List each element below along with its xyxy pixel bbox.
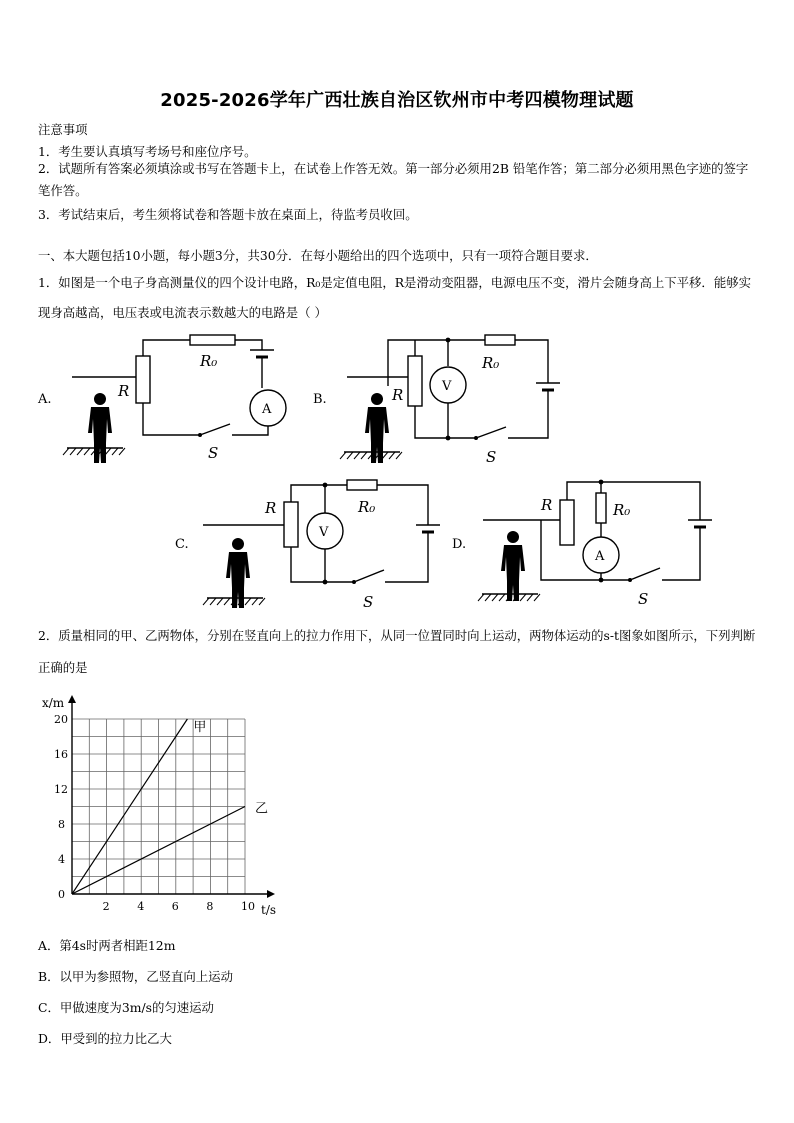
option-label-b: B. <box>313 392 327 407</box>
label-r: R <box>541 496 553 514</box>
switch <box>630 568 660 580</box>
y-tick-label: 8 <box>58 818 65 831</box>
label-r0: R₀ <box>200 352 218 370</box>
rheostat-r <box>136 356 150 403</box>
label-s: S <box>638 590 649 608</box>
series-label-1: 甲 <box>193 720 207 735</box>
option-c: C．甲做速度为3m/s的匀速运动 <box>38 1000 214 1015</box>
circuit-a <box>37 335 286 463</box>
x-tick-label: 6 <box>171 900 179 913</box>
section-intro: 一、本大题包括10小题，每小题3分，共30分．在每小题给出的四个选项中，只有一项符合题目要求． <box>38 248 598 263</box>
y-axis-label: x/m <box>42 696 65 710</box>
y-tick-label: 0 <box>58 888 65 901</box>
question-2-stem: 2．质量相同的甲、乙两物体，分别在竖直向上的拉力作用下，从同一位置同时向上运动，两物体运动的s-t图象如图所示，下列判断正确的是 <box>38 628 756 675</box>
label-r0: R₀ <box>358 498 376 516</box>
y-tick-label: 16 <box>54 748 68 761</box>
x-tick-label: 4 <box>137 900 145 913</box>
option-label-c: C. <box>175 537 189 552</box>
circuit-c <box>175 480 440 611</box>
resistor-r0 <box>347 480 377 490</box>
question-1-stem: 1．如图是一个电子身高测量仪的四个设计电路，R₀是定值电阻，R是滑动变阻器，电源电压不变，滑片会随身高上下平移．能够实现身高越高，电压表或电流表示数越大的电路是（ ） <box>38 275 751 320</box>
y-tick-label: 12 <box>54 783 68 796</box>
person-icon <box>501 531 525 601</box>
switch <box>200 424 230 435</box>
resistor-r0 <box>485 335 515 345</box>
rheostat-r <box>284 502 298 547</box>
circuit-d <box>452 480 712 608</box>
circuit-b <box>313 335 560 466</box>
meter-label: V <box>319 525 329 540</box>
chart-grid <box>72 719 245 894</box>
circuit-figures <box>0 330 794 615</box>
resistor-r0 <box>190 335 235 345</box>
rheostat-r <box>408 356 422 406</box>
y-axis-arrow <box>68 695 76 703</box>
option-b: B．以甲为参照物，乙竖直向上运动 <box>38 969 233 984</box>
resistor-r0 <box>596 493 606 523</box>
option-d: D．甲受到的拉力比乙大 <box>38 1031 172 1046</box>
label-r: R <box>265 499 277 517</box>
notice-heading: 注意事项 <box>38 122 88 137</box>
label-s: S <box>486 448 497 466</box>
y-tick-label: 4 <box>58 853 65 866</box>
st-chart <box>30 682 290 922</box>
notice-item-2: 2．试题所有答案必须填涂或书写在答题卡上，在试卷上作答无效。第一部分必须用2B 铅笔作答；第二部分必须用黑色字迹的签字笔作答。 <box>38 161 749 198</box>
x-axis-label: t/s <box>261 903 277 917</box>
chart-axes <box>68 695 275 898</box>
label-r0: R₀ <box>482 354 500 372</box>
x-tick-label: 2 <box>102 900 110 913</box>
meter-label: A <box>595 549 605 564</box>
x-axis-arrow <box>267 890 275 898</box>
label-s: S <box>208 444 219 462</box>
page-title: 2025-2026学年广西壮族自治区钦州市中考四模物理试题 <box>160 90 634 111</box>
switch <box>354 570 384 582</box>
option-label-a: A. <box>38 392 52 407</box>
option-label-d: D. <box>452 537 467 552</box>
x-tick-label: 10 <box>241 900 255 913</box>
option-a: A．第4s时两者相距12m <box>38 938 176 953</box>
label-s: S <box>363 593 374 611</box>
switch <box>476 427 506 438</box>
label-r0: R₀ <box>613 501 631 519</box>
notice-item-3: 3．考试结束后，考生须将试卷和答题卡放在桌面上，待监考员收回。 <box>38 207 418 222</box>
y-tick-label: 20 <box>54 713 68 726</box>
x-tick-label: 8 <box>206 900 214 913</box>
rheostat-r <box>560 500 574 545</box>
notice-item-1: 1．考生要认真填写考场号和座位序号。 <box>38 144 257 159</box>
meter-label: V <box>442 379 452 394</box>
label-r: R <box>118 382 130 400</box>
meter-label: A <box>262 402 272 417</box>
label-r: R <box>392 386 404 404</box>
series-label-2: 乙 <box>255 801 269 817</box>
